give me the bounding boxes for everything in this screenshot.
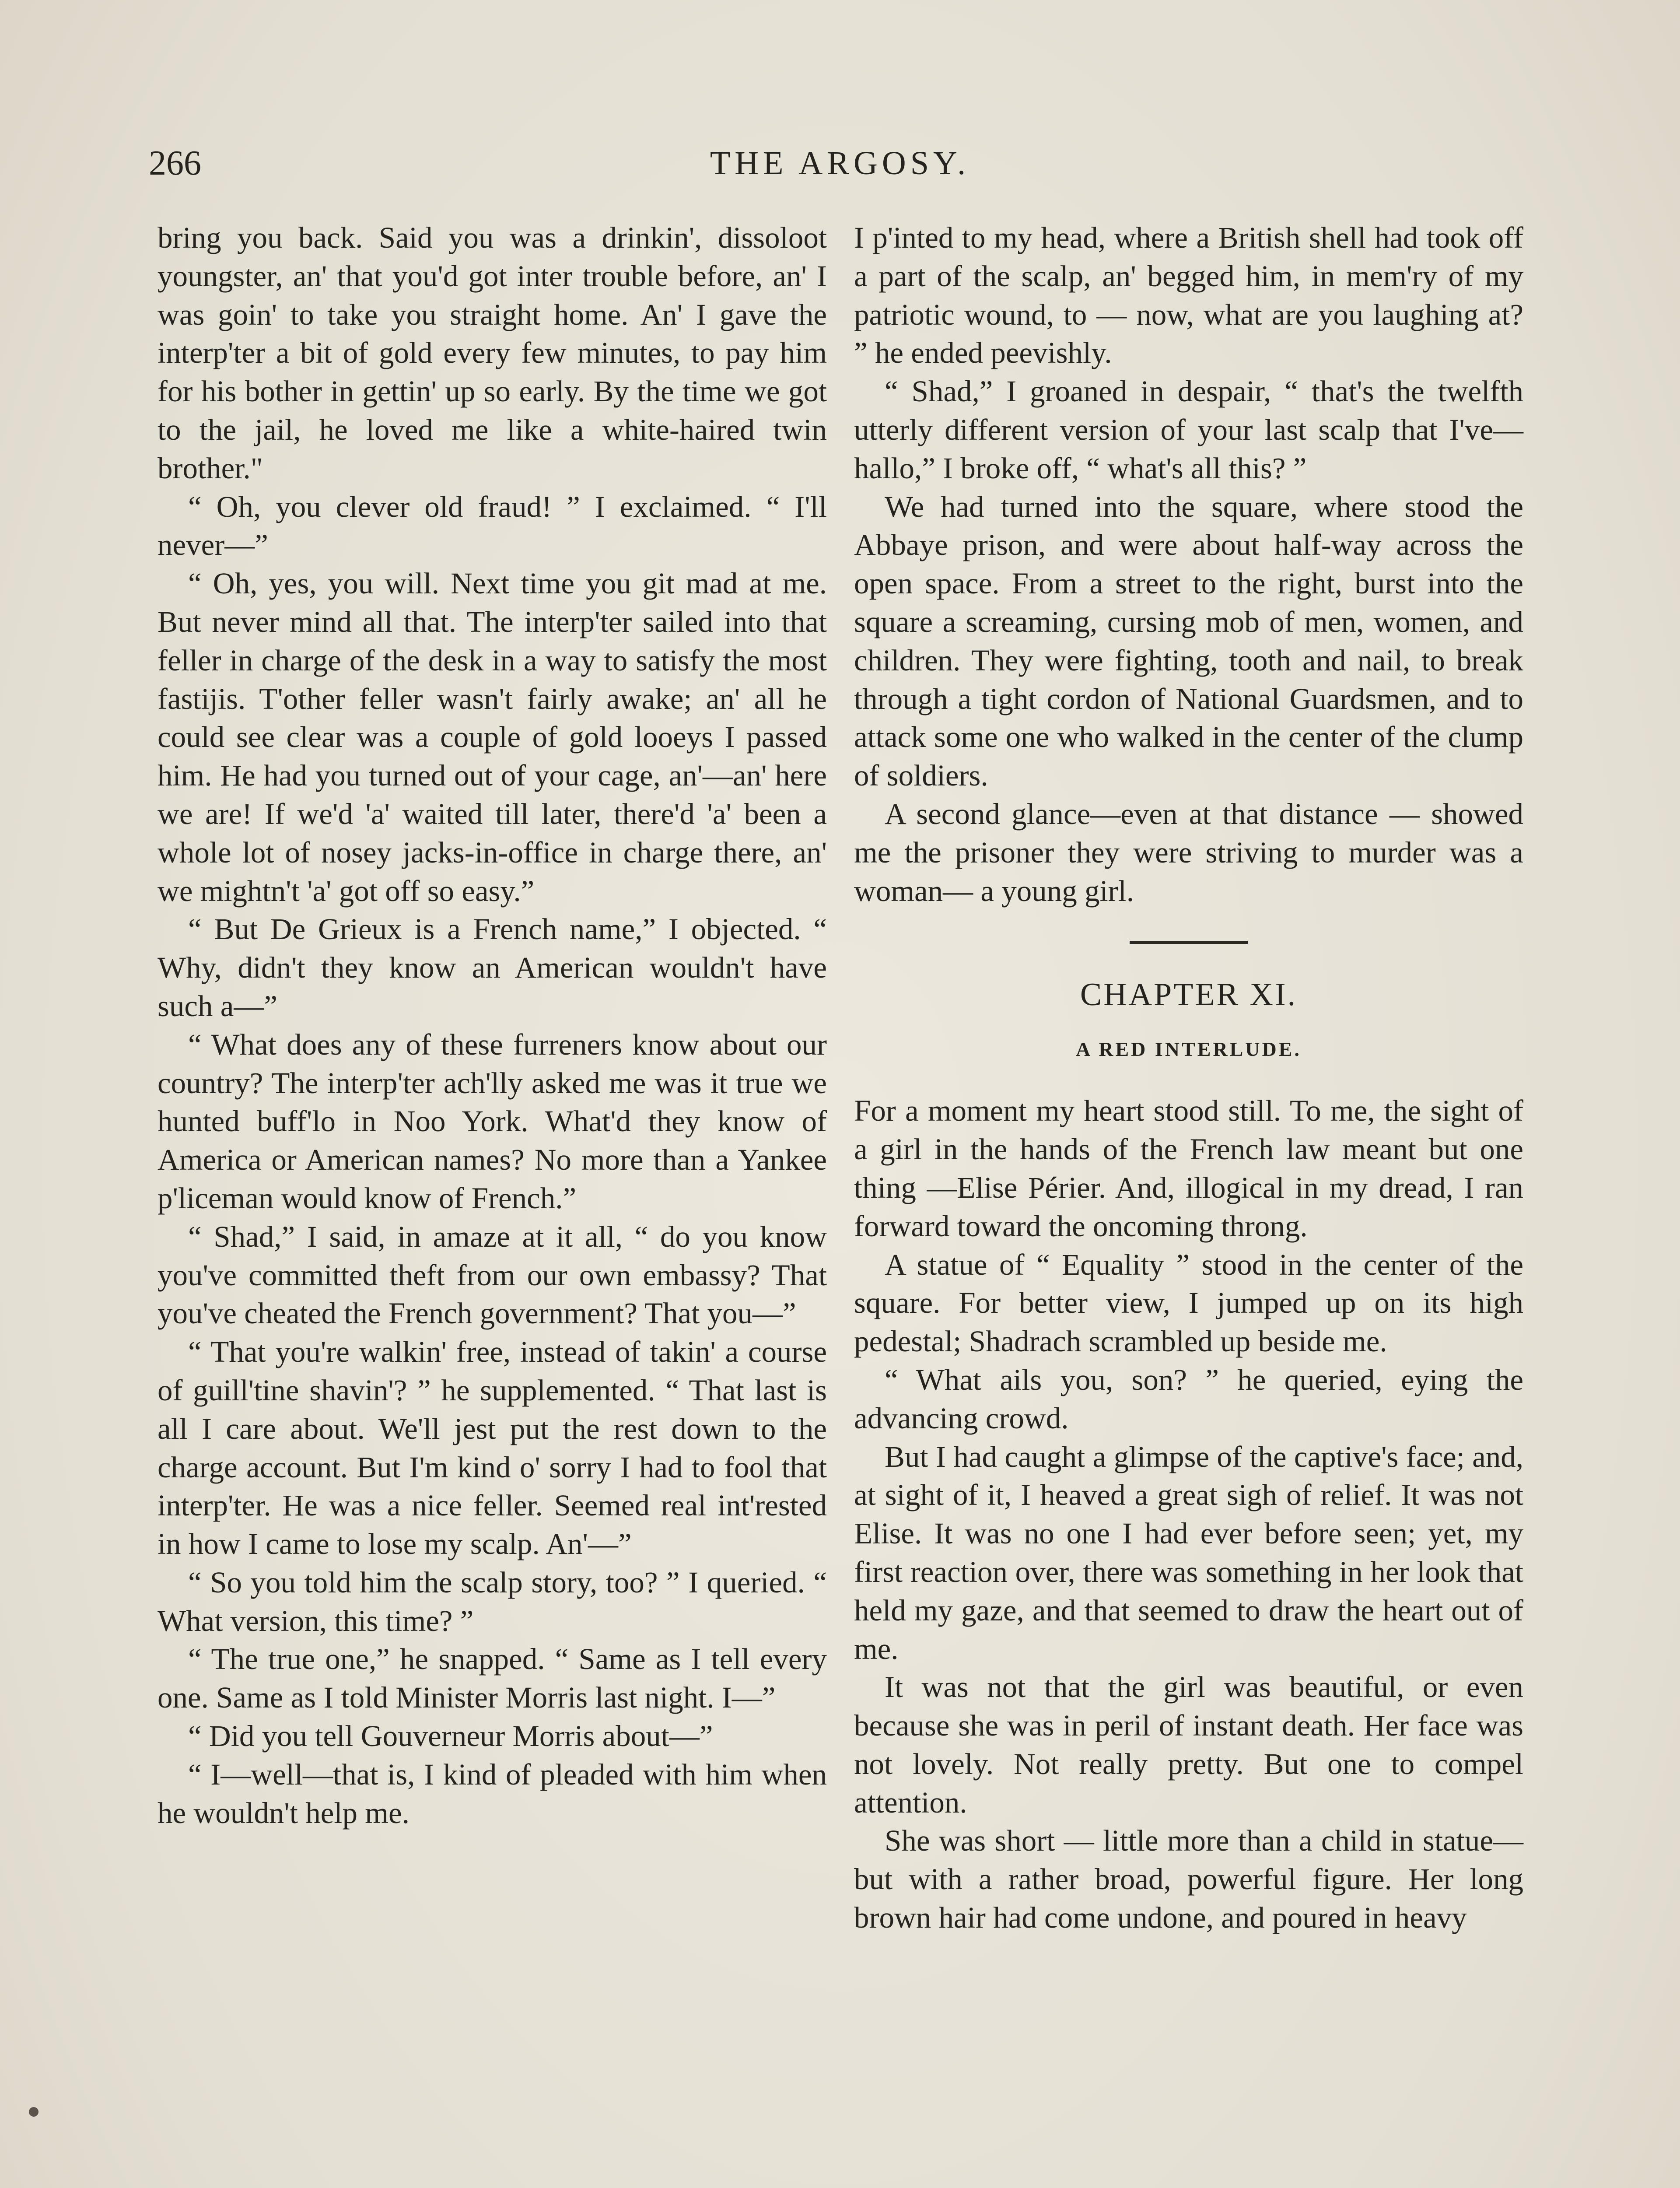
page-number: 266 bbox=[149, 144, 201, 182]
paragraph: We had turned into the square, where stood the Abbaye prison, and were about half-way across the open space. From a street to the right, burst into the square a screaming, cursing mob of men, women, and children. They were fighting, tooth and nail, to break through a tight cordon of National Guardsmen, and to attack some one who walked in the center of the clump of soldiers. bbox=[854, 490, 1523, 792]
paragraph: “ I—well—that is, I kind of pleaded with him when he wouldn't help me. bbox=[158, 1757, 827, 1830]
right-column-top-text bbox=[854, 219, 1523, 910]
running-head: THE ARGOSY. bbox=[710, 145, 970, 182]
paragraph: “ Oh, yes, you will. Next time you git mad at me. But never mind all that. The interp'ter sailed into that feller in charge of the desk in a way to satisfy the most fastijis. T'other feller wasn't fairly awake; an' all he could see clear was a couple of gold looeys I passed him. He had you turned out of your cage, an'—an' here we are! If we'd 'a' waited till later, there'd 'a' been a whole lot of nosey jacks-in-office in charge there, an' we mightn't 'a' got off so easy.” bbox=[158, 567, 827, 908]
paragraph: A statue of “ Equality ” stood in the center of the square. For better view, I jumped up on its high pedestal; Shadrach scrambled up beside me. bbox=[854, 1248, 1523, 1358]
page-header bbox=[149, 139, 1531, 187]
left-column bbox=[158, 219, 827, 1832]
paragraph: But I had caught a glimpse of the captive's face; and, at sight of it, I heaved a great sigh of relief. It was not Elise. It was no one I had ever before seen; yet, my first reaction over, there was something in her look that held my gaze, and that seemed to draw the heart out of me. bbox=[854, 1440, 1523, 1666]
paragraph: “ What does any of these furreners know about our country? The interp'ter ach'lly asked me was it true we hunted buff'lo in Noo York. What'd they know of America or American names? No more than a Yankee p'liceman would know of French.” bbox=[158, 1027, 827, 1215]
chapter-subtitle: A RED INTERLUDE. bbox=[1076, 1038, 1302, 1061]
paragraph: “ That you're walkin' free, instead of takin' a course of guill'tine shavin'? ” he supplemented. “ That last is all I care about. We'll jest put the rest down to the charge account. But I'm kind o' sorry I had to fool that interp'ter. He was a nice feller. Seemed real int'rested in how I came to lose my scalp. An'—” bbox=[158, 1335, 827, 1561]
paragraph: bring you back. Said you was a drinkin', dissoloot youngster, an' that you'd got inter trouble before, an' I was goin' to take you straight home. An' I gave the interp'ter a bit of gold every few minutes, to pay him for his bother in gettin' up so early. By the time we got to the jail, he loved me like a white-haired twin brother." bbox=[158, 221, 827, 485]
right-column bbox=[854, 219, 1523, 1937]
right-column-bottom-text bbox=[854, 1092, 1523, 1937]
paragraph: “ But De Grieux is a French name,” I objected. “ Why, didn't they know an American wouldn't have such a—” bbox=[158, 912, 827, 1023]
paragraph: “ Shad,” I groaned in despair, “ that's the twelfth utterly different version of your last scalp that I've—hallo,” I broke off, “ what's all this? ” bbox=[854, 375, 1523, 485]
section-divider-rule bbox=[1130, 941, 1248, 944]
paragraph: “ So you told him the scalp story, too? ” I queried. “ What version, this time? ” bbox=[158, 1565, 827, 1637]
paragraph: I p'inted to my head, where a British shell had took off a part of the scalp, an' begged him, in mem'ry of my patriotic wound, to — now, what are you laughing at? ” he ended peevishly. bbox=[854, 221, 1523, 370]
paragraph: A second glance—even at that distance — showed me the prisoner they were striving to murder was a woman— a young girl. bbox=[854, 797, 1523, 908]
paragraph: “ The true one,” he snapped. “ Same as I tell every one. Same as I told Minister Morris last night. I—” bbox=[158, 1642, 827, 1715]
paragraph: “ Oh, you clever old fraud! ” I exclaimed. “ I'll never—” bbox=[158, 490, 827, 562]
paragraph: “ Did you tell Gouverneur Morris about—” bbox=[188, 1719, 713, 1753]
paragraph: “ What ails you, son? ” he queried, eying the advancing crowd. bbox=[854, 1363, 1523, 1435]
margin-ink-dot bbox=[29, 2107, 38, 2117]
paragraph: She was short — little more than a child in statue—but with a rather broad, powerful figure. Her long brown hair had come undone, and poured in heavy bbox=[854, 1824, 1523, 1935]
paragraph: It was not that the girl was beautiful, or even because she was in peril of instant death. Her face was not lovely. Not really pretty. But one to compel attention. bbox=[854, 1670, 1523, 1819]
chapter-title: CHAPTER XI. bbox=[1080, 977, 1298, 1013]
paragraph: “ Shad,” I said, in amaze at it all, “ do you know you've committed theft from our own embassy? That you've cheated the French government? That you—” bbox=[158, 1220, 827, 1330]
paragraph: For a moment my heart stood still. To me, the sight of a girl in the hands of the French law meant but one thing —Elise Périer. And, illogical in my dread, I ran forward toward the oncoming throng. bbox=[854, 1094, 1523, 1243]
